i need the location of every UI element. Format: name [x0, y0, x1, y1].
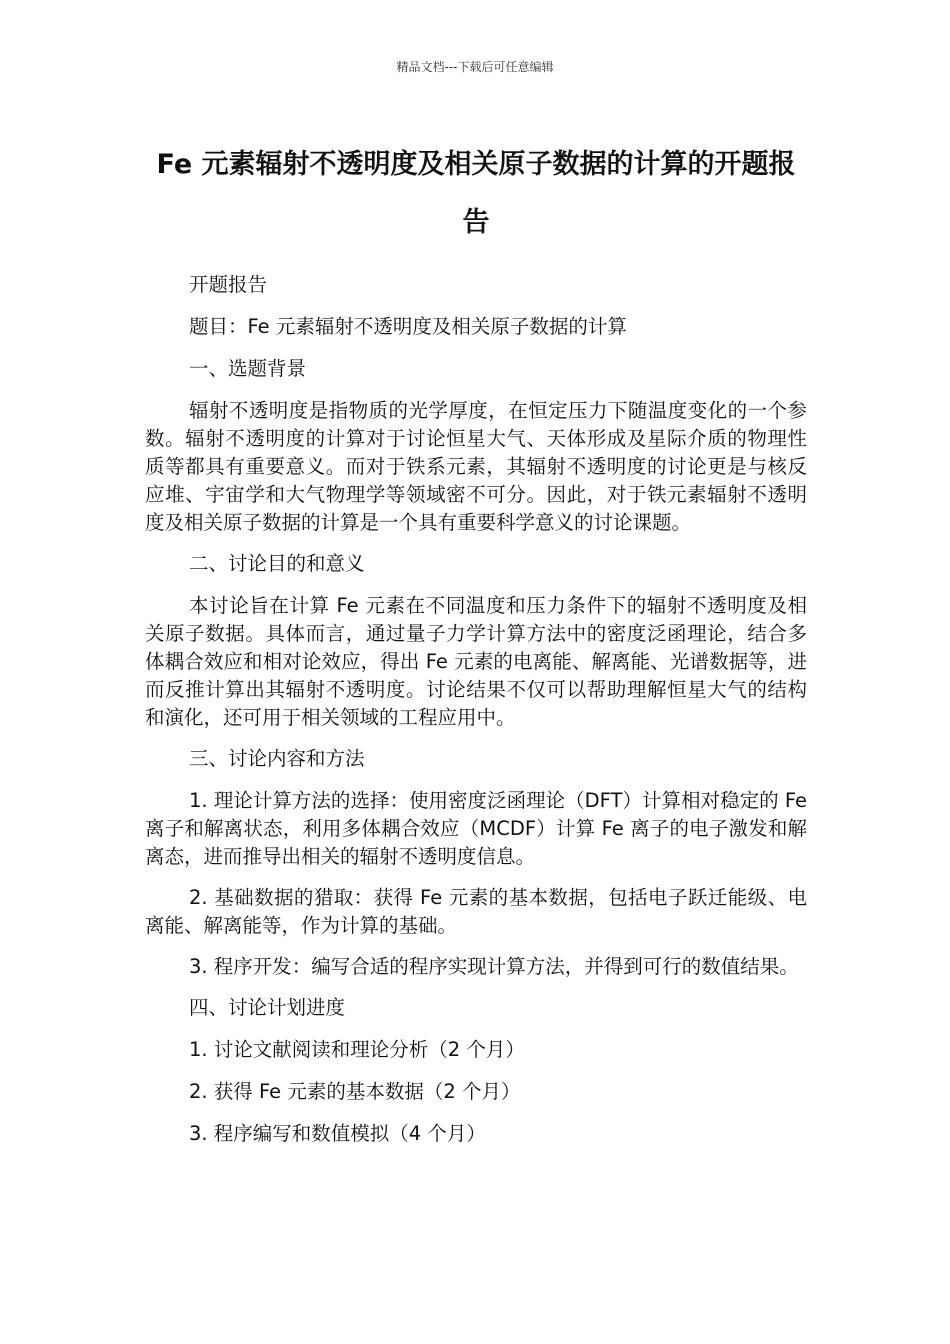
schedule-item-2: 2. 获得 Fe 元素的基本数据（2 个月）	[189, 1080, 521, 1103]
method-item-2: 2. 基础数据的猎取：获得 Fe 元素的基本数据，包括电子跃迁能级、电离能、解离能等，作为计算的基础。	[145, 886, 807, 937]
section-heading-background: 一、选题背景	[189, 357, 307, 380]
section-label: 开题报告	[189, 273, 268, 296]
method-item-1: 1. 理论计算方法的选择：使用密度泛函理论（DFT）计算相对稳定的 Fe 离子和解离状态，利用多体耦合效应（MCDF）计算 Fe 离子的电子激发和解离态，进而推导出相关的辐射不透明度信息。	[145, 789, 807, 868]
background-paragraph: 辐射不透明度是指物质的光学厚度，在恒定压力下随温度变化的一个参数。辐射不透明度的计算对于讨论恒星大气、天体形成及星际介质的物理性质等都具有重要意义。而对于铁系元素，其辐射不透明度的讨论更是与核反应堆、宇宙学和大气物理学等领域密不可分。因此，对于铁元素辐射不透明度及相关原子数据的计算是一个具有重要科学意义的讨论课题。	[145, 399, 807, 534]
header-note: 精品文档---下载后可任意编辑	[396, 60, 554, 74]
section-heading-methods: 三、讨论内容和方法	[189, 747, 365, 770]
purpose-paragraph: 本讨论旨在计算 Fe 元素在不同温度和压力条件下的辐射不透明度及相关原子数据。具体而言，通过量子力学计算方法中的密度泛函理论，结合多体耦合效应和相对论效应，得出 Fe 元素的电离能、解离能、光谱数据等，进而反推计算出其辐射不透明度。讨论结果不仅可以帮助理解恒星大气的结构和演化，还可用于相关领域的工程应用中。	[145, 594, 807, 729]
document-body	[145, 271, 807, 1162]
method-item-3: 3. 程序开发：编写合适的程序实现计算方法，并得到可行的数值结果。	[189, 955, 799, 978]
section-heading-purpose: 二、讨论目的和意义	[189, 552, 365, 575]
schedule-item-1: 1. 讨论文献阅读和理论分析（2 个月）	[189, 1038, 525, 1061]
schedule-item-3: 3. 程序编写和数值模拟（4 个月）	[189, 1122, 486, 1145]
document-title: Fe 元素辐射不透明度及相关原子数据的计算的开题报告	[156, 149, 796, 238]
topic-line: 题目：Fe 元素辐射不透明度及相关原子数据的计算	[189, 315, 627, 338]
section-heading-schedule: 四、讨论计划进度	[189, 996, 346, 1019]
